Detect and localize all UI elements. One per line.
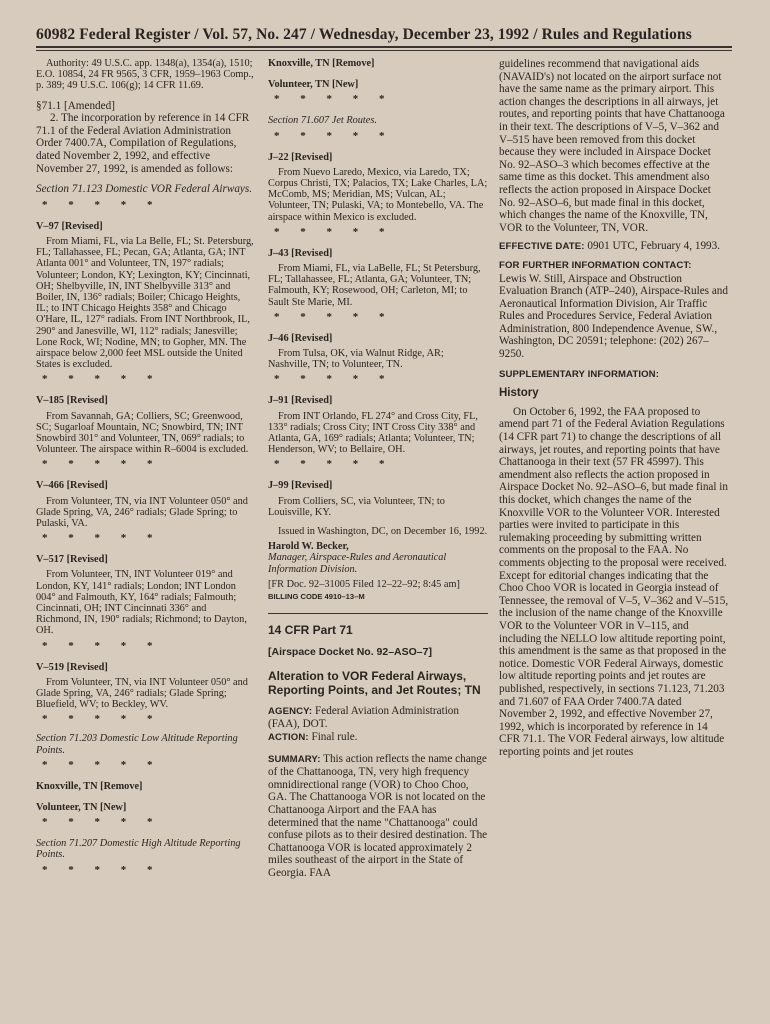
billing-code: BILLING CODE 4910–13–M — [268, 592, 365, 602]
jet-route-text: From Tulsa, OK, via Walnut Ridge, AR; Nashville, TN; to Volunteer, TN. — [268, 348, 444, 371]
column-middle — [268, 58, 488, 880]
ellipsis-stars: * * * * * — [274, 458, 394, 471]
section-divider — [268, 613, 488, 614]
ellipsis-stars: * * * * * — [42, 373, 162, 386]
column-left — [36, 58, 254, 876]
section-heading: Section 71.123 Domestic VOR Federal Airways. — [36, 183, 253, 196]
ellipsis-stars: * * * * * — [42, 713, 162, 726]
rule-title: Alteration to VOR Federal Airways, Reporting Points, and Jet Routes; TN — [268, 668, 481, 697]
ellipsis-stars: * * * * * — [42, 458, 162, 471]
ellipsis-stars: * * * * * — [42, 863, 162, 876]
airway-heading: V–97 [Revised] — [36, 220, 103, 232]
jet-route-heading: J–46 [Revised] — [268, 332, 333, 344]
supplementary-label: SUPPLEMENTARY INFORMATION: — [499, 368, 660, 380]
effective-paragraph — [499, 240, 729, 254]
summary-paragraph — [268, 753, 488, 880]
ellipsis-stars: * * * * * — [42, 198, 162, 211]
ellipsis-stars: * * * * * — [274, 129, 394, 142]
jet-route-heading: J–99 [Revised] — [268, 480, 333, 492]
airway-heading: V–466 [Revised] — [36, 480, 108, 492]
airway-text: From Volunteer, TN, INT Volunteer 019° and London, KY, 141° radials; London; INT London 004° and Falmouth, KY, 164° radials; Falmouth; Cincinnati, OH; INT Cincinnati 336° and Richmond, IN, 190° radials; Richmond; to Dayton, OH. — [36, 569, 247, 637]
fr-doc-line: [FR Doc. 92–31005 Filed 12–22–92; 8:45 am] — [268, 578, 460, 590]
amendment-text: 2. The incorporation by reference in 14 CFR 71.1 of the Federal Aviation Administration Order 7400.7A, Compilation of Regulations, dated November 2, 1992, and effective November 27, 1992, is amended as follows: — [36, 112, 250, 175]
jet-route-heading: J–43 [Revised] — [268, 247, 333, 259]
jet-route-heading: J–22 [Revised] — [268, 151, 333, 163]
ellipsis-stars: * * * * * — [274, 310, 394, 323]
section-heading: Section 71.203 Domestic Low Altitude Reporting Points. — [36, 733, 238, 756]
authority-text: Authority: 49 U.S.C. app. 1348(a), 1354(a), 1510; E.O. 10854, 24 FR 9565, 3 CFR, 1959–1963 Comp., p. 389; 49 U.S.C. 106(g); 14 CFR 11.69. — [36, 58, 254, 92]
header-rule — [36, 46, 732, 48]
ellipsis-stars: * * * * * — [274, 373, 394, 386]
docket-number: [Airspace Docket No. 92–ASO–7] — [268, 646, 432, 659]
effective-text: 0901 UTC, February 4, 1993. — [587, 240, 721, 253]
summary-text: This action reflects the name change of the Chattanooga, TN, very high frequency omnidirectional range (VOR) to Choo Choo, GA. The Chattanooga VOR is not located on the Chattanooga Airport and the FAA has determined that the name "Chattanooga" could confuse pilots as to their desired destination. The Chattanooga VOR is located approximately 2 miles southeast of the airport in the State of Georgia. FAA — [268, 752, 488, 879]
action-label: ACTION: — [268, 732, 309, 744]
contact-label: FOR FURTHER INFORMATION CONTACT: — [499, 259, 692, 271]
reporting-point-heading: Volunteer, TN [New] — [268, 79, 359, 91]
header-rule-thin — [36, 50, 732, 51]
jet-route-text: From INT Orlando, FL 274° and Cross City, FL, 133° radials; Cross City; INT Cross City 338° and Atlanta, GA, 169° radials; Atlanta; Volunteer, TN; Henderson, WV; to Bellaire, OH. — [268, 410, 478, 456]
section-heading: Section 71.207 Domestic High Altitude Reporting Points. — [36, 838, 241, 861]
airway-text: From Volunteer, TN, via INT Volunteer 050° and Glade Spring, VA, 246° radials; Glade Spring; to Pulaski, VA. — [36, 495, 248, 530]
jet-route-text: From Colliers, SC, via Volunteer, TN; to Louisville, KY. — [268, 495, 445, 518]
reporting-point-heading: Knoxville, TN [Remove] — [268, 58, 375, 69]
jet-route-text: From Miami, FL, via LaBelle, FL; St Petersburg, FL; Tallahassee, FL; Atlanta, GA; Volunteer, TN; Falmouth, KY; Rosewood, OH; Carleton, MI; to Sault Ste Marie, MI. — [268, 263, 481, 308]
airway-heading: V–185 [Revised] — [36, 395, 108, 407]
contact-text: Lewis W. Still, Airspace and Obstruction Evaluation Branch (ATP–240), Airspace-Rules and Aeronautical Information Division, Air Traffic Rules and Procedures Service, Federal Aviation Administration, 800 Independence Avenue, SW., Washington, DC 20591; telephone: (202) 267–9250. — [499, 272, 728, 361]
reporting-point-heading: Knoxville, TN [Remove] — [36, 780, 143, 792]
jet-route-text: From Nuevo Laredo, Mexico, via Laredo, TX; Corpus Christi, TX; Palacios, TX; Lake Charles, LA; McComb, MS; Meridian, MS; Vulcan, AL; Volunteer, TN; Pulaski, VA; to Montebello, VA. The airspace within Mexico is excluded. — [268, 166, 488, 223]
column-right — [499, 58, 729, 758]
agency-label: AGENCY: — [268, 705, 313, 717]
ellipsis-stars: * * * * * — [42, 639, 162, 652]
history-heading: History — [499, 387, 539, 400]
signer-title: Manager, Airspace-Rules and Aeronautical Information Division. — [268, 552, 447, 575]
section-heading: Section 71.607 Jet Routes. — [268, 115, 377, 127]
action-paragraph — [268, 731, 488, 745]
cfr-part-heading: 14 CFR Part 71 — [268, 622, 353, 637]
ellipsis-stars: * * * * * — [42, 758, 162, 771]
ellipsis-stars: * * * * * — [274, 93, 394, 106]
signer-name: Harold W. Becker, — [268, 541, 349, 553]
agency-text: Federal Aviation Administration (FAA), DOT. — [268, 704, 459, 731]
amended-heading: §71.1 [Amended] — [36, 99, 115, 112]
action-text: Final rule. — [311, 731, 358, 744]
effective-label: EFFECTIVE DATE: — [499, 241, 585, 253]
ellipsis-stars: * * * * * — [42, 816, 162, 829]
ellipsis-stars: * * * * * — [274, 225, 394, 238]
airway-text: From Savannah, GA; Colliers, SC; Greenwood, SC; Sugarloaf Mountain, NC; Snowbird, TN; INT Snowbird 301° and Volunteer, TN, 069° radials; to Volunteer. The airspace within R–6004 is excluded. — [36, 410, 249, 456]
summary-label: SUMMARY: — [268, 753, 321, 765]
history-text: On October 6, 1992, the FAA proposed to amend part 71 of the Federal Aviation Regulations (14 CFR part 71) to change the descriptions of all airways, jet routes, and reporting points that have Chattanooga in their text (57 FR 45997). This amendment also reflects the action proposed in Airspace Docket No. 92–ASO–6, but made final in this docket, which changes the name of the Knoxville VOR to the Volunteer VOR. Interested parties were invited to participate in this rulemaking proceeding by submitting written comments on the proposal to the FAA. No comments objecting to the proposal were received. Except for editorial changes indicating that the Choo Choo VOR is located in Georgia instead of Tennessee, the removal of V–5, V–362 and V–515, the inclusion of the name change of the Knoxville VOR to the Volunteer VOR in V–115, and including the NELLO low altitude reporting point, this amendment is the same as that proposed in the notice. Domestic VOR Federal Airways, domestic low altitude reporting points and jet routes are published, respectively, in sections 71.123, 71.203 and 71.607 of FAA Order 7400.7A dated November 2, 1992, and effective November 27, 1992, which is incorporated by reference in 14 CFR 71.1. The VOR Federal airways, low altitude reporting points and jet routes — [499, 405, 729, 758]
airway-heading: V–519 [Revised] — [36, 661, 108, 673]
page-header: 60982 Federal Register / Vol. 57, No. 247 / Wednesday, December 23, 1992 / Rules and Regulations — [36, 26, 692, 43]
ellipsis-stars: * * * * * — [42, 532, 162, 545]
airway-text: From Volunteer, TN, via INT Volunteer 050° and Glade Spring, VA, 246° radials; Glade Spring; Bluefield, WV; to Beckley, WV. — [36, 676, 248, 711]
issued-text: Issued in Washington, DC, on December 16, 1992. — [278, 526, 488, 538]
airway-heading: V–517 [Revised] — [36, 554, 108, 566]
agency-paragraph — [268, 705, 488, 731]
summary-continued: guidelines recommend that navigational aids (NAVAID's) not located on the airport surface not have the same name as the primary airport. This action changes the descriptions in all airways, jet routes, and reporting points that have Chattanooga in their text. The descriptions of V–5, V–362 and V–515 have been removed from this docket because they were included in Airspace Docket No. 92–ASO–3 which becomes effective at the same time as this docket. This amendment also reflects the action proposed in Airspace Docket No. 92–ASO–6, but made final in this docket, which changes the name of the Knoxville, TN, VOR to the Volunteer, TN, VOR. — [499, 58, 725, 234]
jet-route-heading: J–91 [Revised] — [268, 395, 333, 407]
airway-text: From Miami, FL, via La Belle, FL; St. Petersburg, FL; Tallahassee, FL; Pecan, GA; Atlanta, GA; INT Atlanta 001° and Volunteer, TN, 197° radials; Volunteer; London, KY; Lexington, KY; Cincinnati, OH; Shelbyville, IN, INT Shelbyville 313° and Boiler, IN, 136° radials; Boiler; Chicago Heights, IL; to INT Chicago Heights 358° and Chicago O'Hare, IL, 127° radials. From INT Northbrook, IL, 290° and Janesville, WI, 112° radials; Janesville; Lone Rock, WI; Nodine, MN; to Gopher, MN. The airspace below 2,000 feet MSL outside the United States is excluded. — [36, 235, 254, 371]
reporting-point-heading: Volunteer, TN [New] — [36, 802, 127, 814]
